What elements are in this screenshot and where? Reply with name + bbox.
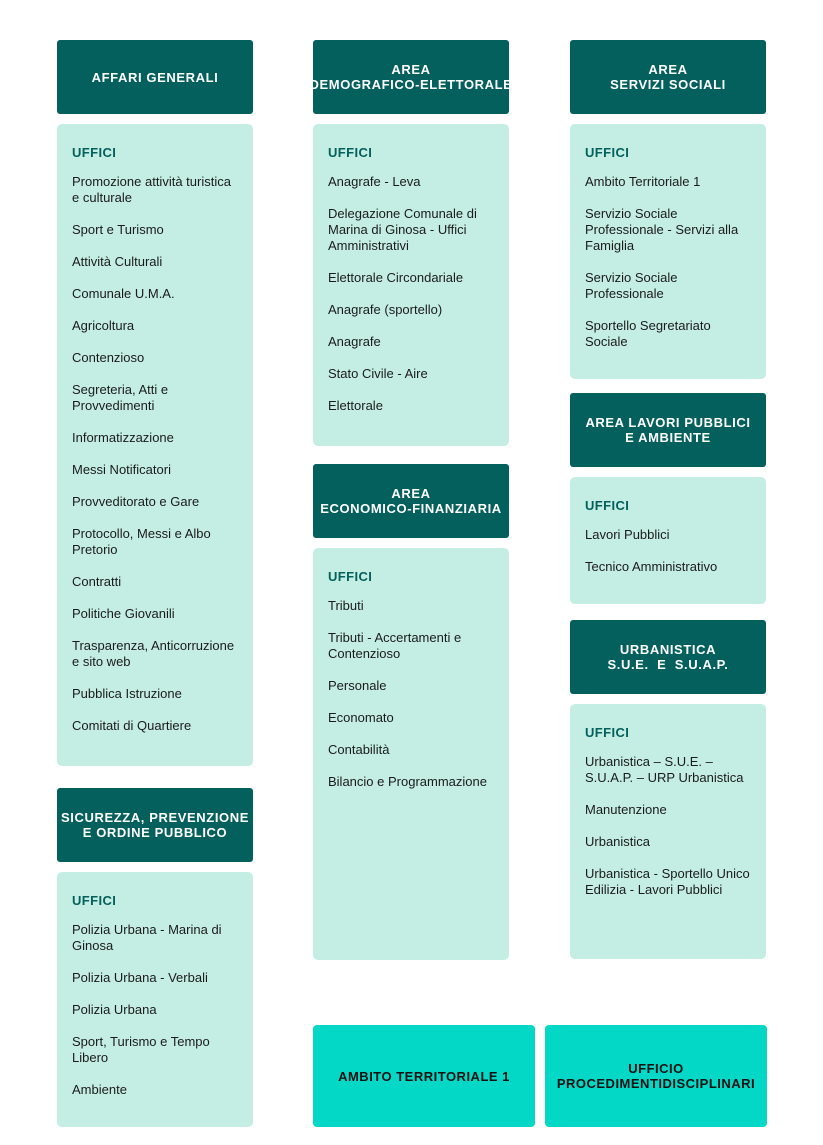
- office-item[interactable]: Contenzioso: [72, 350, 145, 365]
- office-item[interactable]: Tributi: [328, 598, 364, 613]
- title-text: [92, 70, 219, 85]
- title-text: [585, 415, 750, 445]
- uffici-label: UFFICI: [72, 145, 117, 160]
- header-urbanistica[interactable]: [570, 620, 766, 694]
- office-item[interactable]: Stato Civile - Aire: [328, 366, 428, 381]
- header-servizi-sociali[interactable]: [570, 40, 766, 114]
- title-line: AREA LAVORI PUBBLICI: [585, 415, 751, 430]
- office-item[interactable]: Messi Notificatori: [72, 462, 171, 477]
- office-item[interactable]: Bilancio e Programmazione: [328, 774, 487, 789]
- title-text: [610, 62, 726, 92]
- panel-demografico-elettorale: [313, 124, 509, 446]
- panel-lavori-pubblici: [570, 477, 766, 604]
- office-item[interactable]: Polizia Urbana - Marina di Ginosa: [72, 922, 222, 953]
- office-item[interactable]: Servizio Sociale Professionale - Servizi alla Famiglia: [585, 206, 739, 253]
- office-item[interactable]: Ambiente: [72, 1082, 127, 1097]
- title-line: AMBITO TERRITORIALE 1: [338, 1068, 510, 1084]
- office-item[interactable]: Manutenzione: [585, 802, 667, 817]
- office-item[interactable]: Personale: [328, 678, 387, 693]
- title-line: UFFICIO PROCEDIMENTI: [556, 1061, 684, 1091]
- title-line: ECONOMICO-FINANZIARIA: [320, 501, 502, 516]
- office-item[interactable]: Protocollo, Messi e Albo Pretorio: [72, 526, 211, 557]
- office-list-sicurezza: [72, 922, 241, 1098]
- office-item[interactable]: Provveditorato e Gare: [72, 494, 200, 509]
- title-line: DISCIPLINARI: [662, 1076, 756, 1091]
- title-line: AFFARI GENERALI: [91, 69, 219, 85]
- uffici-label: UFFICI: [585, 145, 630, 160]
- office-item[interactable]: Polizia Urbana: [72, 1002, 157, 1017]
- title-line: SICUREZZA, PREVENZIONE: [61, 810, 249, 825]
- office-item[interactable]: Polizia Urbana - Verbali: [72, 970, 208, 985]
- office-list-urbanistica: [585, 754, 754, 898]
- office-item[interactable]: Tributi - Accertamenti e Contenzioso: [328, 630, 462, 661]
- header-lavori-pubblici[interactable]: [570, 393, 766, 467]
- title-text: [310, 62, 513, 92]
- title-line: DEMOGRAFICO-ELETTORALE: [309, 77, 513, 92]
- office-item[interactable]: Urbanistica – S.U.E. – S.U.A.P. – URP Urbanistica: [585, 754, 744, 785]
- office-item[interactable]: Trasparenza, Anticorruzione e sito web: [72, 638, 235, 669]
- office-item[interactable]: Lavori Pubblici: [585, 527, 670, 542]
- office-list-lavori-pubblici: [585, 527, 754, 575]
- panel-sicurezza: [57, 872, 253, 1127]
- panel-affari-generali: [57, 124, 253, 766]
- office-item[interactable]: Pubblica Istruzione: [72, 686, 182, 701]
- panel-servizi-sociali: [570, 124, 766, 379]
- office-item[interactable]: Comitati di Quartiere: [72, 718, 192, 733]
- header-sicurezza[interactable]: [57, 788, 253, 862]
- office-item[interactable]: Agricoltura: [72, 318, 135, 333]
- title-line: S.U.E. E S.U.A.P.: [607, 657, 729, 672]
- office-item[interactable]: Anagrafe: [328, 334, 381, 349]
- office-item[interactable]: Sportello Segretariato Sociale: [585, 318, 711, 349]
- office-item[interactable]: Sport e Turismo: [72, 222, 164, 237]
- office-item[interactable]: Anagrafe (sportello): [328, 302, 443, 317]
- uffici-label: UFFICI: [328, 569, 373, 584]
- title-text: [338, 1069, 510, 1084]
- office-item[interactable]: Contratti: [72, 574, 122, 589]
- office-item[interactable]: Segreteria, Atti e Provvedimenti: [72, 382, 169, 413]
- title-text: [320, 486, 502, 516]
- office-list-economico: [328, 598, 497, 790]
- panel-urbanistica: [570, 704, 766, 959]
- office-item[interactable]: Politiche Giovanili: [72, 606, 175, 621]
- title-text: [608, 642, 729, 672]
- box-procedimenti-disciplinari[interactable]: [545, 1025, 767, 1127]
- title-line: AREA: [391, 486, 431, 501]
- office-item[interactable]: Servizio Sociale Professionale: [585, 270, 678, 301]
- office-item[interactable]: Anagrafe - Leva: [328, 174, 421, 189]
- title-text: [61, 810, 249, 840]
- office-list-servizi-sociali: [585, 174, 754, 350]
- office-item[interactable]: Promozione attività turistica e culturale: [72, 174, 231, 205]
- uffici-label: UFFICI: [585, 498, 630, 513]
- title-line: AREA: [391, 62, 431, 77]
- title-line: AREA: [648, 62, 688, 77]
- office-item[interactable]: Attività Culturali: [72, 254, 163, 269]
- uffici-label: UFFICI: [328, 145, 373, 160]
- office-item[interactable]: Ambito Territoriale 1: [585, 174, 701, 189]
- title-line: E AMBIENTE: [625, 430, 711, 445]
- uffici-label: UFFICI: [585, 725, 630, 740]
- box-ambito-territoriale[interactable]: [313, 1025, 535, 1127]
- title-text: [545, 1061, 767, 1091]
- title-line: SERVIZI SOCIALI: [610, 77, 726, 92]
- header-affari-generali[interactable]: [57, 40, 253, 114]
- header-demografico-elettorale[interactable]: [309, 40, 513, 114]
- office-item[interactable]: Economato: [328, 710, 394, 725]
- office-item[interactable]: Elettorale: [328, 398, 383, 413]
- office-list-affari-generali: [72, 174, 241, 734]
- office-item[interactable]: Informatizzazione: [72, 430, 174, 445]
- office-item[interactable]: Elettorale Circondariale: [328, 270, 464, 285]
- title-line: E ORDINE PUBBLICO: [82, 825, 228, 840]
- office-item[interactable]: Urbanistica: [585, 834, 651, 849]
- panel-economico-finanziaria: [313, 548, 509, 960]
- office-item[interactable]: Contabilità: [328, 742, 390, 757]
- office-item[interactable]: Delegazione Comunale di Marina di Ginosa - Uffici Amministrativi: [328, 206, 477, 253]
- uffici-label: UFFICI: [72, 893, 117, 908]
- office-item[interactable]: Comunale U.M.A.: [72, 286, 175, 301]
- office-item[interactable]: Urbanistica - Sportello Unico Edilizia - Lavori Pubblici: [585, 866, 750, 897]
- title-line: URBANISTICA: [619, 642, 717, 657]
- office-item[interactable]: Tecnico Amministrativo: [585, 559, 718, 574]
- office-item[interactable]: Sport, Turismo e Tempo Libero: [72, 1034, 210, 1065]
- office-list-demografico: [328, 174, 497, 414]
- header-economico-finanziaria[interactable]: [313, 464, 509, 538]
